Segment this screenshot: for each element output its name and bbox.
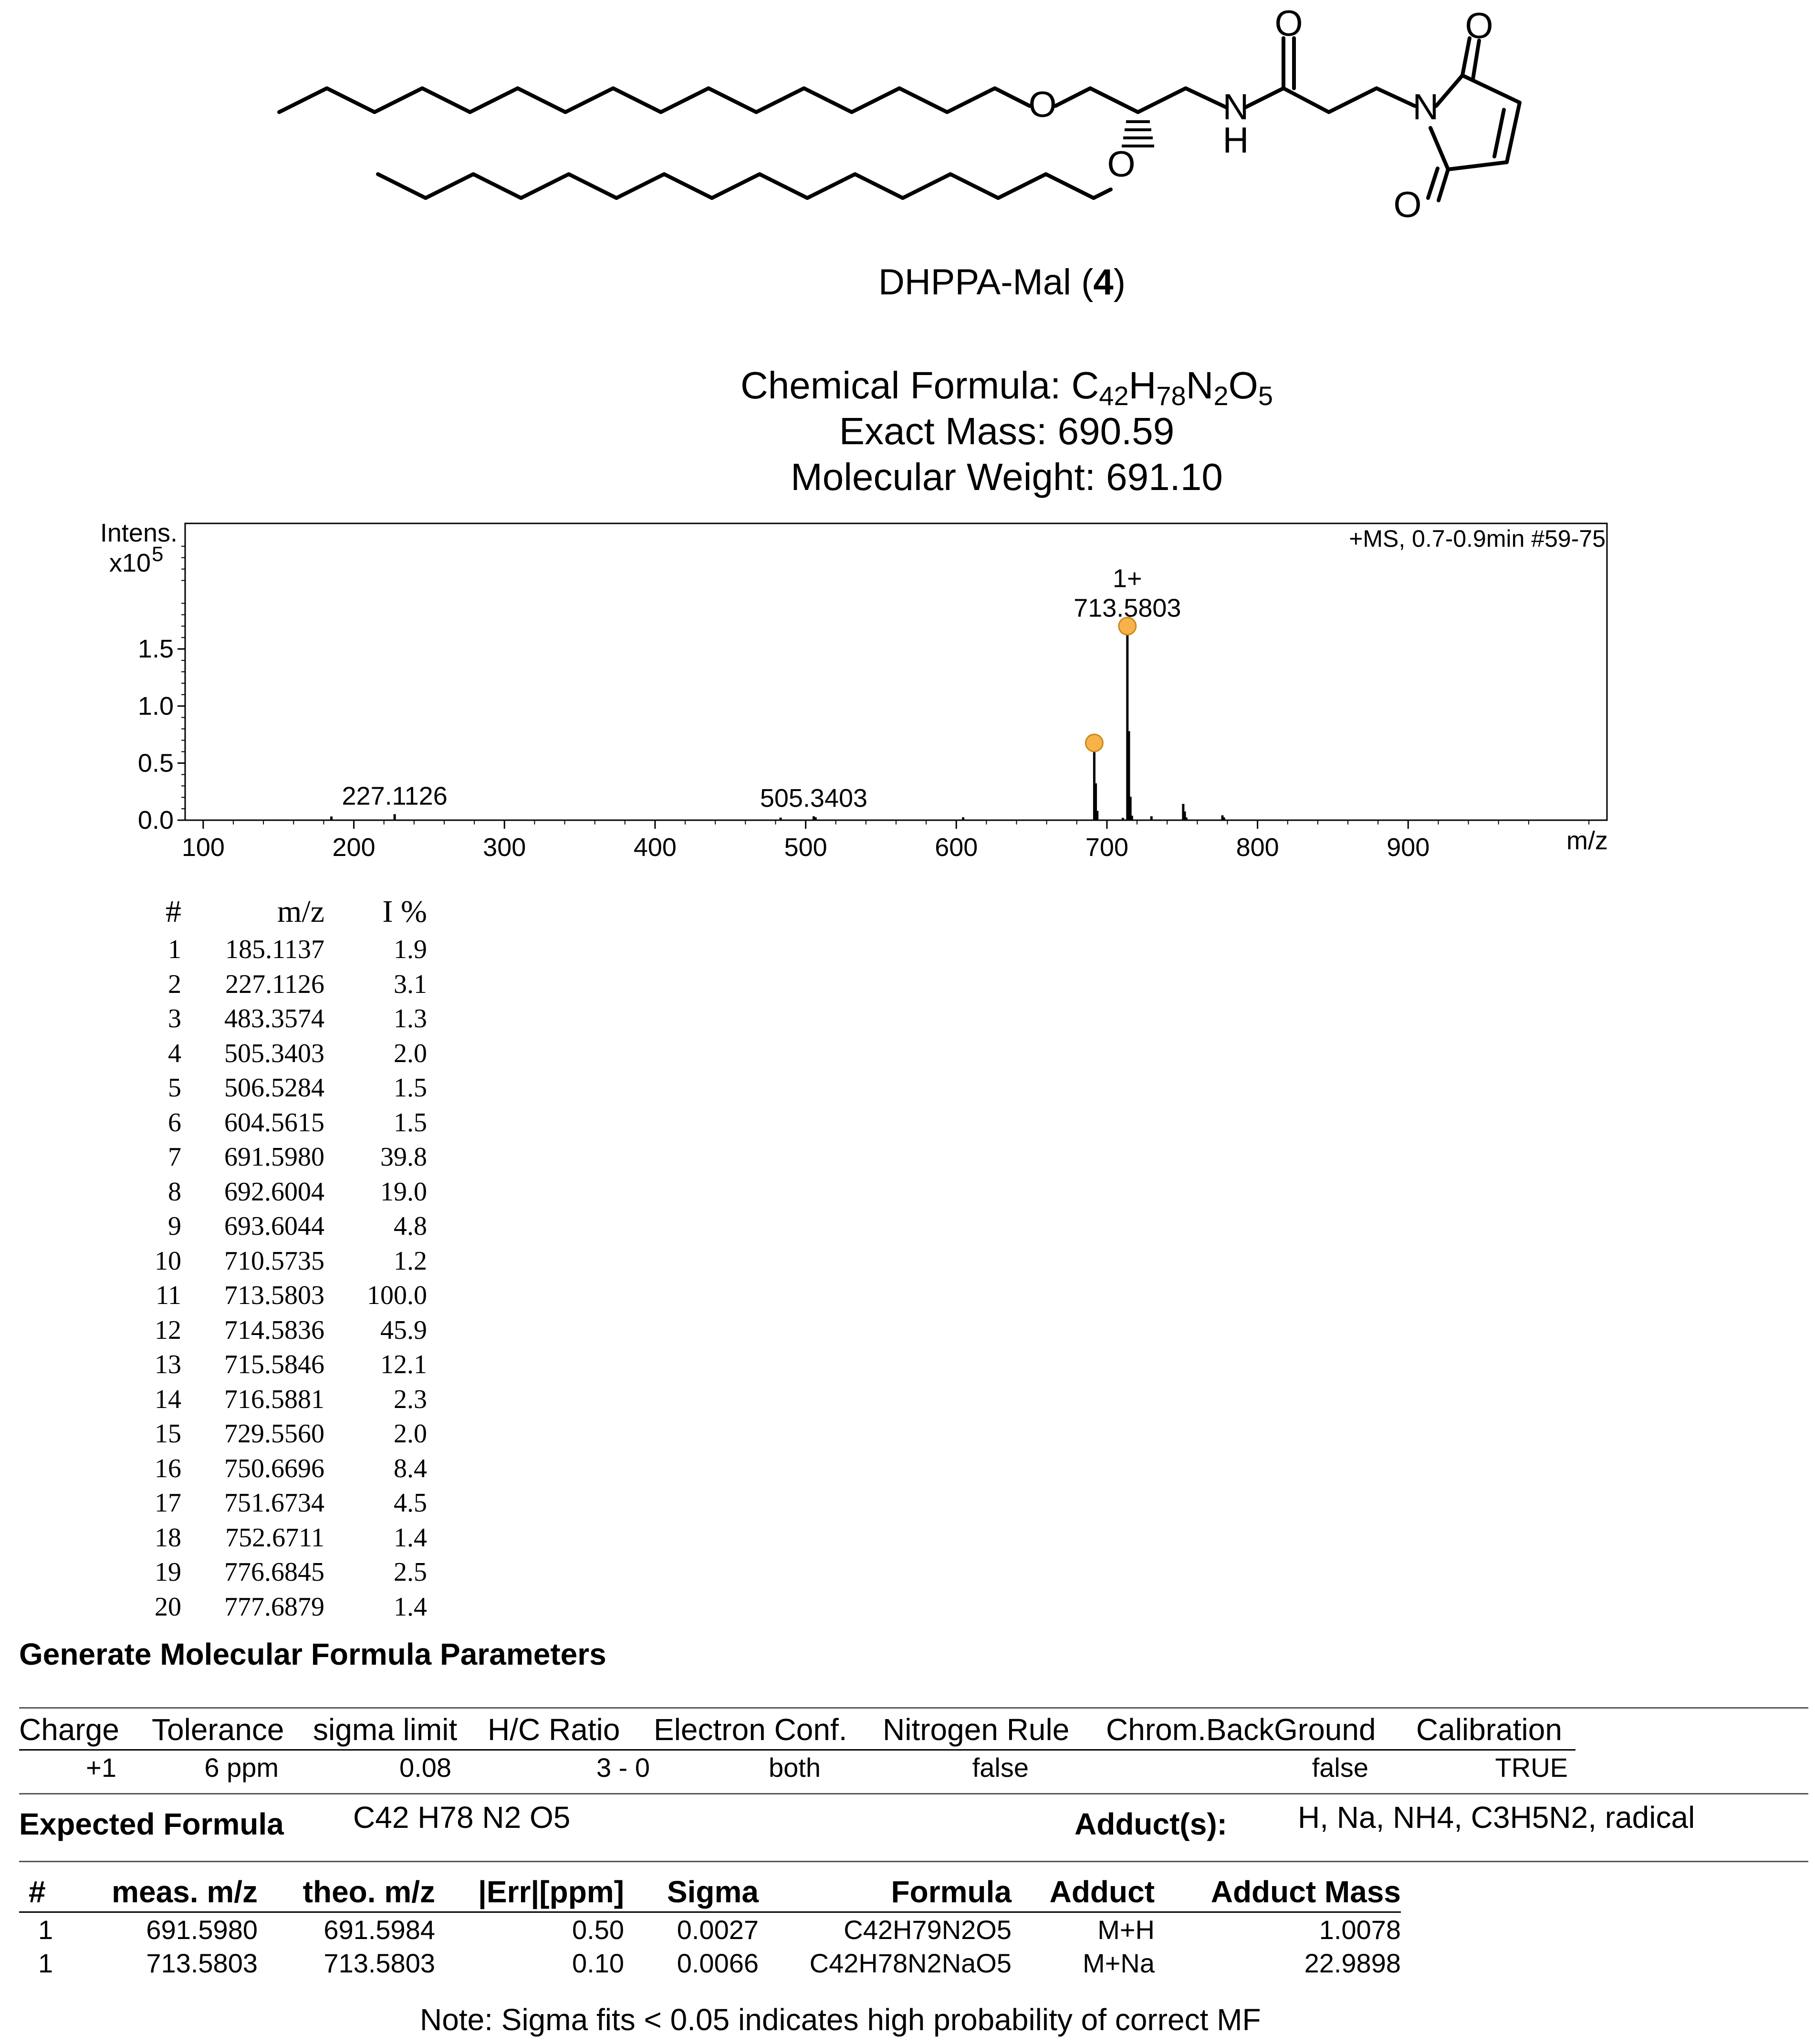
- peak-index: 20: [155, 1592, 181, 1622]
- result-formula: C42H79N2O5: [844, 1914, 1012, 1945]
- peak-list-row: [138, 1451, 427, 1486]
- peak-intensity: 1.5: [394, 1107, 427, 1137]
- peak-mz: 505.3403: [224, 1038, 324, 1068]
- peak-list-row: [138, 1036, 427, 1071]
- peak-mz: 715.5846: [224, 1350, 324, 1380]
- param-header: Calibration: [1416, 1712, 1575, 1750]
- amide-hydrogen: H: [1222, 120, 1249, 161]
- y-tick-label: 0.0: [137, 806, 174, 834]
- divider: [19, 1793, 1808, 1794]
- formula-element: H: [1128, 364, 1157, 407]
- y-axis-label: Intens.: [100, 519, 177, 547]
- y-axis-scale: x10: [109, 549, 151, 577]
- peak-list-table: [138, 891, 427, 1624]
- molecular-weight: Molecular Weight: 691.10: [791, 456, 1223, 498]
- peak-mz: 227.1126: [225, 969, 324, 999]
- result-theoretical-mz: 713.5803: [323, 1948, 435, 1978]
- peak-index: 3: [168, 1004, 181, 1034]
- peak-list-row: [138, 1590, 427, 1625]
- parameters-header-row: [19, 1712, 1575, 1750]
- peak-index: 8: [168, 1177, 181, 1207]
- x-tick-label: 300: [483, 833, 526, 862]
- x-tick-label: 500: [784, 833, 827, 862]
- maleimide-oxygen-top: O: [1465, 6, 1493, 46]
- peak-mz: 752.6711: [225, 1523, 324, 1553]
- peak-mz: 691.5980: [224, 1142, 324, 1172]
- peak-list-row: [138, 1105, 427, 1140]
- peak-list-row: [138, 1382, 427, 1417]
- results-header: Adduct Mass: [1155, 1874, 1401, 1912]
- x-axis-label: m/z: [1566, 826, 1608, 855]
- y-axis-scale-exponent: 5: [152, 542, 164, 566]
- peak-index: 2: [168, 969, 181, 999]
- peak-intensity: 19.0: [380, 1177, 427, 1207]
- peak-list-row: [138, 1347, 427, 1382]
- peak-intensity: 12.1: [380, 1350, 427, 1380]
- peak-intensity: 2.5: [394, 1557, 427, 1587]
- peak-intensity: 2.0: [394, 1038, 427, 1068]
- peak-list-header: [138, 891, 427, 932]
- param-header: Electron Conf.: [654, 1712, 883, 1750]
- peak-mz: 693.6044: [224, 1211, 324, 1241]
- parameters-title: Generate Molecular Formula Parameters: [19, 1637, 606, 1671]
- ether-oxygen-upper: O: [1028, 84, 1057, 125]
- divider: [19, 1707, 1808, 1709]
- results-table: [19, 1874, 1401, 1980]
- x-tick-label: 100: [181, 833, 225, 862]
- peak-list-row: [138, 1001, 427, 1036]
- peak-mz: 729.5560: [224, 1419, 324, 1449]
- amide-linker: [1245, 88, 1415, 112]
- maleimide-nitrogen: N: [1412, 87, 1439, 127]
- mass-spectrum-chart: [0, 515, 1815, 887]
- param-header: Chrom.BackGround: [1106, 1712, 1416, 1750]
- peak-list-row: [138, 1417, 427, 1451]
- peak-list-row: [138, 1071, 427, 1105]
- result-adduct-mass: 22.9898: [1304, 1948, 1401, 1978]
- peak-intensity: 4.5: [394, 1488, 427, 1518]
- glycerol-backbone: [1055, 88, 1226, 112]
- peak-intensity: 1.4: [394, 1592, 427, 1622]
- peak-list-row: [138, 932, 427, 967]
- peak-list-row: [138, 1244, 427, 1279]
- adducts-label: Adduct(s):: [1074, 1807, 1227, 1841]
- result-index: 1: [38, 1948, 53, 1978]
- param-value: +1: [86, 1752, 116, 1783]
- peak-index: 4: [168, 1038, 181, 1068]
- peak-mz: 776.6845: [224, 1557, 324, 1587]
- upper-alkyl-chain: [279, 88, 1030, 112]
- peak-list-row: [138, 1278, 427, 1313]
- results-header-row: [19, 1874, 1401, 1912]
- peak-intensity: 4.8: [394, 1211, 427, 1241]
- peak-index: 18: [155, 1523, 181, 1553]
- lower-alkyl-chain: [378, 174, 1111, 198]
- peak-index: 6: [168, 1107, 181, 1137]
- peak-label: 713.5803: [1074, 594, 1181, 623]
- x-tick-label: 800: [1236, 833, 1279, 862]
- result-formula: C42H78N2NaO5: [809, 1948, 1012, 1978]
- peak-intensity: 1.4: [394, 1523, 427, 1553]
- formula-count: 2: [1213, 381, 1229, 411]
- result-sigma: 0.0066: [677, 1948, 759, 1978]
- peak-index: 19: [155, 1557, 181, 1587]
- result-row: [19, 1946, 1401, 1980]
- stereo-hash-bond: [1122, 122, 1154, 146]
- x-tick-label: 700: [1085, 833, 1129, 862]
- peak-intensity: 8.4: [394, 1453, 427, 1483]
- peak-mz: 483.3574: [224, 1004, 324, 1034]
- peak-intensity: 2.0: [394, 1419, 427, 1449]
- peak-mz: 713.5803: [224, 1281, 324, 1311]
- result-adduct: M+H: [1097, 1914, 1155, 1945]
- x-tick-label: 200: [332, 833, 376, 862]
- peak-index: 9: [168, 1211, 181, 1241]
- sigma-note: Note: Sigma fits < 0.05 indicates high probability of correct MF: [420, 2002, 1261, 2037]
- peak-mz: 751.6734: [224, 1488, 324, 1518]
- param-header: Tolerance: [152, 1712, 313, 1750]
- result-measured-mz: 713.5803: [146, 1948, 258, 1978]
- peak-index: 16: [155, 1453, 181, 1483]
- peak-list-row: [138, 967, 427, 1002]
- peak-list-row: [138, 1555, 427, 1590]
- param-header: Nitrogen Rule: [883, 1712, 1106, 1750]
- result-adduct: M+Na: [1083, 1948, 1155, 1978]
- peak-intensity: 100.0: [367, 1281, 427, 1311]
- maleimide-oxygen-bottom: O: [1393, 185, 1422, 225]
- amide-nitrogen: N: [1222, 87, 1249, 127]
- param-value: false: [1312, 1752, 1368, 1783]
- results-header: #: [19, 1874, 59, 1912]
- results-header: theo. m/z: [258, 1874, 435, 1912]
- result-row: [19, 1912, 1401, 1947]
- chemical-structure: [267, 5, 1555, 243]
- param-value: 6 ppm: [204, 1752, 279, 1783]
- divider: [19, 1861, 1808, 1862]
- peak-intensity: 3.1: [394, 969, 427, 999]
- formula-count: 42: [1099, 381, 1129, 411]
- peak-list-header-intensity: I %: [382, 894, 427, 929]
- param-value: 3 - 0: [596, 1752, 650, 1783]
- param-value: false: [972, 1752, 1029, 1783]
- results-header: Formula: [759, 1874, 1012, 1912]
- peak-index: 12: [155, 1315, 181, 1345]
- result-sigma: 0.0027: [677, 1914, 759, 1945]
- results-header: meas. m/z: [59, 1874, 258, 1912]
- x-tick-label: 600: [935, 833, 978, 862]
- adducts-value: H, Na, NH4, C3H5N2, radical: [1298, 1800, 1695, 1835]
- peak-list-row: [138, 1313, 427, 1348]
- peak-mz: 714.5836: [224, 1315, 324, 1345]
- param-header: Charge: [19, 1712, 152, 1750]
- x-tick-label: 400: [633, 833, 677, 862]
- peak-index: 10: [155, 1246, 181, 1276]
- param-header: H/C Ratio: [488, 1712, 654, 1750]
- peak-index: 7: [168, 1142, 181, 1172]
- param-value: 0.08: [399, 1752, 451, 1783]
- results-header: Adduct: [1012, 1874, 1155, 1912]
- peak-intensity: 1.2: [394, 1246, 427, 1276]
- peak-index: 13: [155, 1350, 181, 1380]
- peak-list-header-index: #: [166, 894, 181, 929]
- results-header: |Err|[ppm]: [435, 1874, 624, 1912]
- chemical-formula: [592, 363, 1422, 411]
- peak-index: 1: [168, 935, 181, 965]
- peak-intensity: 1.9: [394, 935, 427, 965]
- peak-intensity: 39.8: [380, 1142, 427, 1172]
- formula-element: C: [1071, 364, 1099, 407]
- peak-mz: 750.6696: [224, 1453, 324, 1483]
- peak-label: 505.3403: [760, 783, 868, 813]
- result-measured-mz: 691.5980: [146, 1914, 258, 1945]
- parameters-value-row: [19, 1750, 1575, 1784]
- peak-index: 11: [156, 1281, 181, 1311]
- param-value: TRUE: [1495, 1752, 1568, 1783]
- formula-count: 78: [1156, 381, 1186, 411]
- peak-list-header-mz: m/z: [277, 894, 324, 929]
- peak-intensity: 2.3: [394, 1384, 427, 1414]
- spectrum-title: +MS, 0.7-0.9min #59-75: [1349, 525, 1606, 552]
- result-error-ppm: 0.50: [572, 1914, 624, 1945]
- peak-intensity: 45.9: [380, 1315, 427, 1345]
- y-tick-label: 0.5: [137, 749, 174, 778]
- peak-intensity: 1.5: [394, 1073, 427, 1103]
- exact-mass: Exact Mass: 690.59: [839, 410, 1175, 452]
- result-error-ppm: 0.10: [572, 1948, 624, 1978]
- peak-intensity: 1.3: [394, 1004, 427, 1034]
- formula-count: 5: [1258, 381, 1273, 411]
- expected-formula-label: Expected Formula: [19, 1807, 284, 1841]
- peak-mz: 185.1137: [225, 935, 324, 965]
- peak-index: 14: [155, 1384, 181, 1414]
- result-adduct-mass: 1.0078: [1319, 1914, 1401, 1945]
- peak-index: 15: [155, 1419, 181, 1449]
- param-header: sigma limit: [313, 1712, 488, 1750]
- peak-mz: 777.6879: [224, 1592, 324, 1622]
- result-index: 1: [38, 1914, 53, 1945]
- ether-oxygen-lower: O: [1107, 144, 1136, 185]
- peak-mz: 692.6004: [224, 1177, 324, 1207]
- peak-mz: 506.5284: [224, 1073, 324, 1103]
- compound-properties: [592, 363, 1422, 500]
- peak-list-row: [138, 1175, 427, 1210]
- peak-list-row: [138, 1209, 427, 1244]
- x-tick-label: 900: [1387, 833, 1430, 862]
- formula-element: O: [1228, 364, 1258, 407]
- result-theoretical-mz: 691.5984: [323, 1914, 435, 1945]
- formula-prefix: Chemical Formula:: [741, 364, 1072, 407]
- y-tick-label: 1.0: [137, 691, 174, 720]
- formula-element: N: [1186, 364, 1214, 407]
- peak-list-row: [138, 1521, 427, 1555]
- compound-label: [811, 261, 1193, 303]
- peak-index: 17: [155, 1488, 181, 1518]
- expected-formula-value: C42 H78 N2 O5: [353, 1800, 571, 1835]
- peak-charge-label: 1+: [1113, 564, 1142, 593]
- amide-carbonyl-oxygen: O: [1274, 5, 1303, 44]
- peak-list-row: [138, 1140, 427, 1175]
- peak-mz: 604.5615: [224, 1107, 324, 1137]
- param-value: both: [769, 1752, 821, 1783]
- peak-label: 227.1126: [342, 782, 448, 811]
- peak-index: 5: [168, 1073, 181, 1103]
- results-header: Sigma: [624, 1874, 759, 1912]
- peak-list-row: [138, 1486, 427, 1521]
- parameters-table: [19, 1712, 1575, 1784]
- compound-name: DHPPA-Mal (: [878, 262, 1094, 302]
- peak-mz: 710.5735: [224, 1246, 324, 1276]
- peak-marker: [1085, 734, 1103, 751]
- compound-name-close: ): [1113, 262, 1126, 302]
- y-tick-label: 1.5: [137, 635, 174, 664]
- peak-mz: 716.5881: [224, 1384, 324, 1414]
- compound-number: 4: [1093, 262, 1114, 302]
